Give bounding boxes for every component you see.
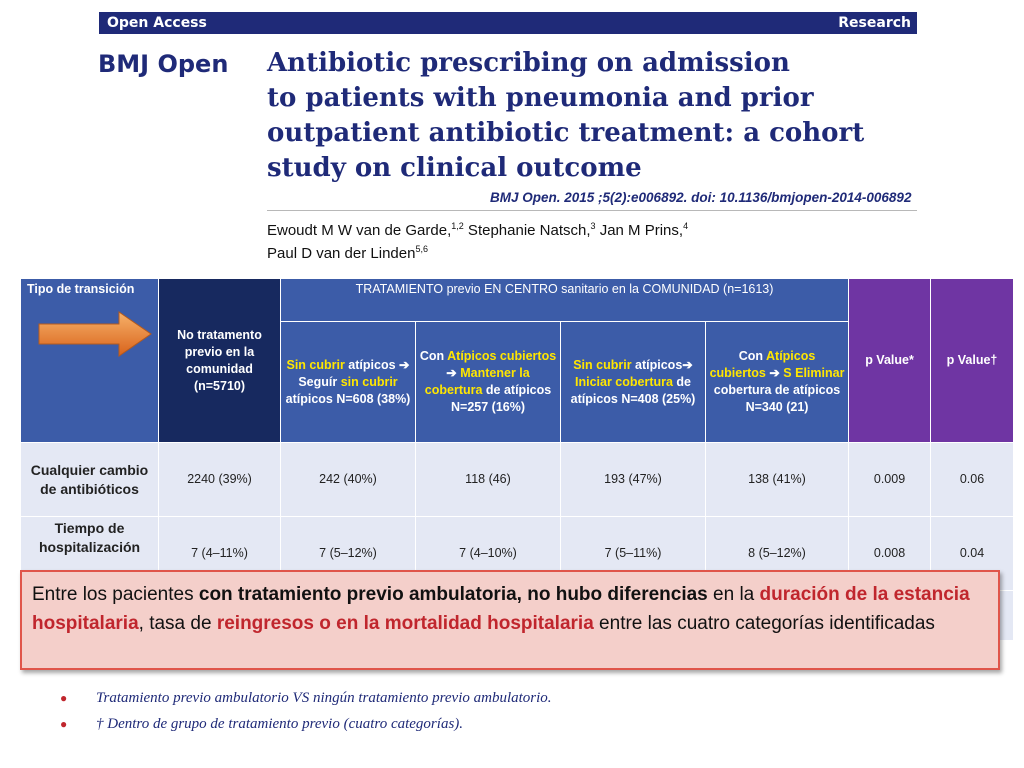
table-cell: 0.009 bbox=[849, 443, 931, 517]
bullet-icon: ● bbox=[60, 717, 68, 731]
subheader-remove-coverage bbox=[706, 322, 849, 443]
note-bold-text: con tratamiento previo ambulatoria, no hubo diferencias bbox=[198, 584, 708, 605]
research-label: Research bbox=[838, 15, 911, 31]
text: atípicos bbox=[631, 357, 683, 372]
text: Con bbox=[419, 349, 448, 363]
highlight-text: Atípicos cubiertos bbox=[447, 349, 557, 363]
author-name: Jan M Prins, bbox=[595, 222, 684, 239]
text: cobertura de atípicos N=340 (21) bbox=[713, 383, 841, 414]
table-cell: 193 (47%) bbox=[561, 443, 706, 517]
table-cell: 8 (5–12%) bbox=[706, 517, 849, 591]
right-arrow-icon bbox=[37, 310, 155, 358]
bullet-icon: ● bbox=[60, 691, 68, 705]
text: de atípicos N=257 (16%) bbox=[451, 383, 552, 414]
footnote-text: Tratamiento previo ambulatorio VS ningún tratamiento previo ambulatorio. bbox=[96, 690, 552, 706]
row-label: Cualquier cambio de antibióticos bbox=[21, 443, 159, 517]
subheader-no-atypical bbox=[281, 322, 416, 443]
author-name: Ewoudt M W van de Garde, bbox=[267, 222, 452, 239]
title-line: outpatient antibiotic treatment: a cohort bbox=[267, 118, 865, 148]
arrow-icon: ➔ bbox=[399, 357, 410, 372]
table-cell: 7 (5–12%) bbox=[281, 517, 416, 591]
table-cell: 242 (40%) bbox=[281, 443, 416, 517]
header-transition-type bbox=[21, 279, 159, 443]
header-p-value-dagger: p Value† bbox=[931, 279, 1014, 443]
divider bbox=[267, 210, 917, 211]
authors bbox=[267, 217, 688, 263]
table-cell: 0.008 bbox=[849, 517, 931, 591]
text: Seguír bbox=[298, 374, 341, 389]
note-highlight-text: reingresos o en la mortalidad hospitalaria bbox=[216, 613, 594, 634]
text: atípicos bbox=[344, 357, 400, 372]
author-affiliation: 5,6 bbox=[415, 244, 428, 254]
summary-callout bbox=[20, 570, 1000, 670]
header-banner bbox=[99, 12, 917, 34]
table-cell: 138 (41%) bbox=[706, 443, 849, 517]
author-affiliation: 4 bbox=[683, 221, 689, 231]
header-no-treatment: No tratamento previo en la comunidad (n=5710) bbox=[159, 279, 281, 443]
header-prior-treatment-group: TRATAMIENTO previo EN CENTRO sanitario en la COMUNIDAD (n=1613) bbox=[281, 279, 849, 322]
table-row bbox=[21, 443, 1014, 517]
title-line: to patients with pneumonia and prior bbox=[267, 83, 814, 113]
highlight-text: S Eliminar bbox=[783, 366, 845, 380]
highlight-text: Iniciar cobertura bbox=[574, 374, 673, 389]
table-header-row bbox=[21, 279, 1014, 322]
table-cell: 118 (46) bbox=[416, 443, 561, 517]
author-affiliation: 3 bbox=[590, 221, 596, 231]
note-text: entre las cuatro categorías identificadas bbox=[593, 613, 935, 634]
highlight-text: Sin cubrir bbox=[286, 357, 345, 372]
text: de atípicos N=408 (25%) bbox=[570, 374, 696, 406]
highlight-text: Atípicos cubiertos bbox=[709, 349, 816, 380]
journal-name: BMJ Open bbox=[98, 50, 229, 78]
author-name: Paul D van der Linden bbox=[267, 245, 416, 262]
text: atípicos N=608 (38%) bbox=[285, 391, 411, 406]
author-name: Stephanie Natsch, bbox=[463, 222, 591, 239]
highlight-text: sin cubrir bbox=[340, 374, 398, 389]
author-affiliation: 1,2 bbox=[451, 221, 464, 231]
arrow-icon: ➔ bbox=[446, 366, 457, 380]
open-access-label: Open Access bbox=[107, 15, 207, 31]
table-cell: 0.06 bbox=[931, 443, 1014, 517]
table-cell: 2240 (39%) bbox=[159, 443, 281, 517]
row-label: Tiempo de hospitalización bbox=[21, 517, 159, 591]
table-cell: 7 (5–11%) bbox=[561, 517, 706, 591]
footnote-text: † Dentro de grupo de tratamiento previo (cuatro categorías). bbox=[96, 716, 464, 732]
title-line: Antibiotic prescribing on admission bbox=[267, 48, 790, 78]
subheader-keep-coverage bbox=[416, 322, 561, 443]
table-cell: 7 (4–10%) bbox=[416, 517, 561, 591]
subheader-start-coverage bbox=[561, 322, 706, 443]
note-text: en la bbox=[707, 584, 760, 605]
highlight-text: Mantener la cobertura bbox=[424, 366, 530, 397]
arrow-icon: ➔ bbox=[682, 357, 693, 372]
paper-title bbox=[267, 46, 927, 186]
header-p-value-star: p Value* bbox=[849, 279, 931, 443]
citation: BMJ Open. 2015 ;5(2):e006892. doi: 10.1136/bmjopen-2014-006892 bbox=[490, 190, 912, 205]
header-label: Tipo de transición bbox=[27, 282, 135, 296]
note-highlight-text: duración de la estancia hospitalaria bbox=[32, 584, 970, 634]
text: Con bbox=[738, 349, 766, 363]
title-line: study on clinical outcome bbox=[267, 153, 642, 183]
table-cell: 0.04 bbox=[931, 517, 1014, 591]
arrow-icon: ➔ bbox=[769, 366, 780, 380]
footnote bbox=[60, 716, 463, 733]
table-cell: 7 (4–11%) bbox=[159, 517, 281, 591]
note-text: Entre los pacientes bbox=[32, 584, 199, 605]
footnote bbox=[60, 690, 552, 707]
highlight-text: Sin cubrir bbox=[573, 357, 632, 372]
note-text: , tasa de bbox=[138, 613, 217, 634]
